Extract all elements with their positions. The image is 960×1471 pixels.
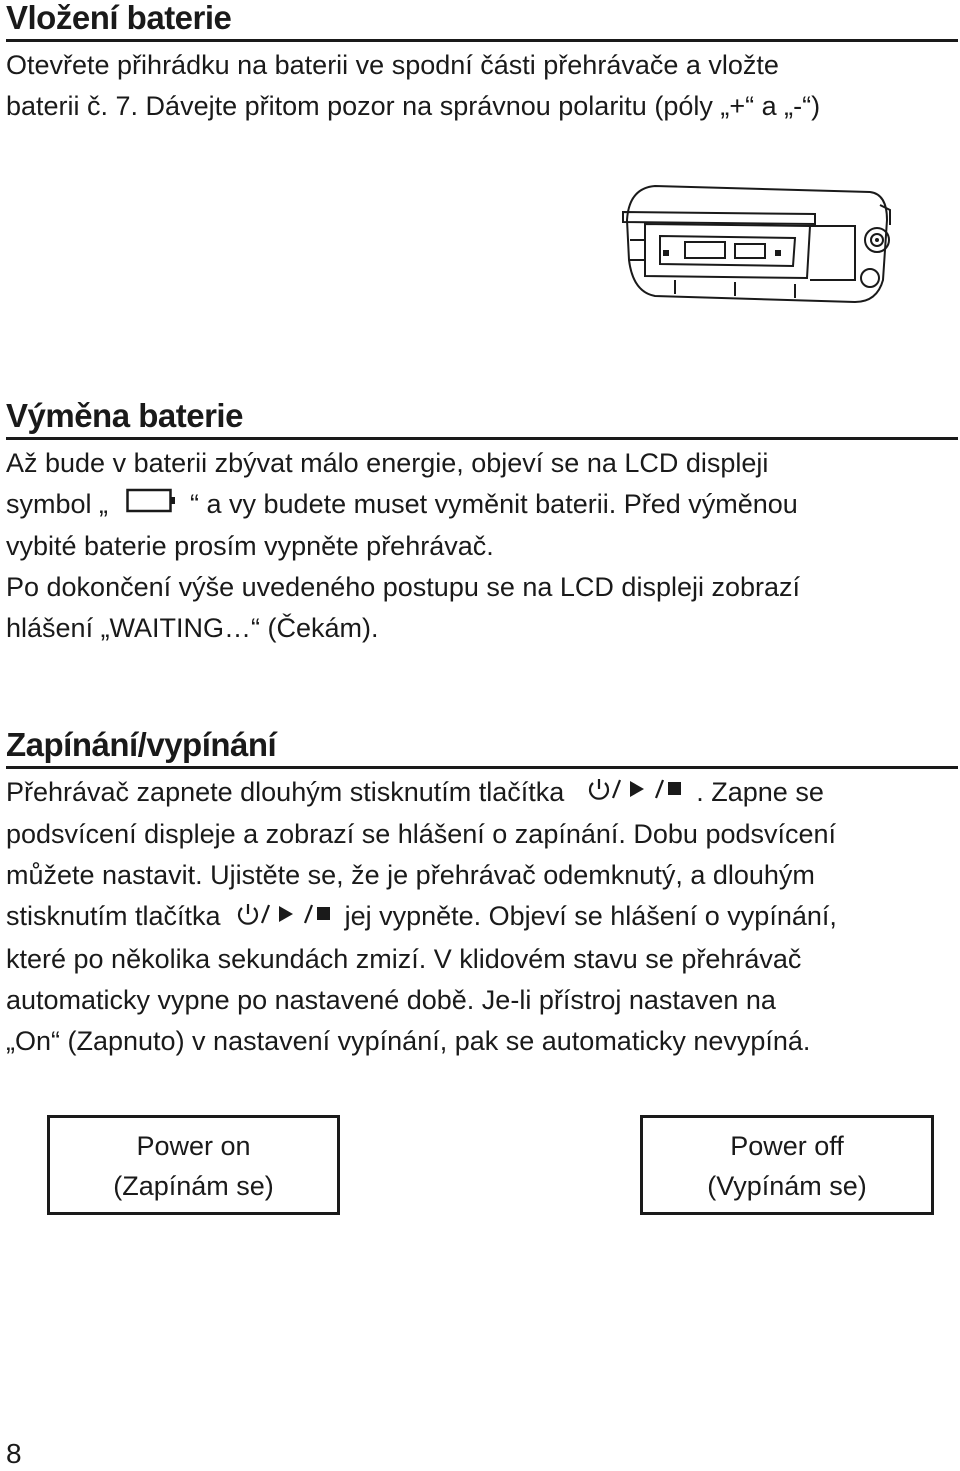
- heading-insert-battery: Vložení baterie: [6, 0, 958, 42]
- battery-icon: [126, 485, 176, 526]
- section-power: [6, 727, 958, 1062]
- section-replace-battery: [6, 398, 958, 649]
- power-on-sublabel: (Zapínám se): [113, 1171, 274, 1201]
- replace-battery-text: [6, 443, 958, 649]
- power-line-3: můžete nastavit. Ujistěte se, že je přehrávač odemknutý, a dlouhým: [6, 860, 815, 891]
- power-line-1-pre: Přehrávač zapnete dlouhým stisknutím tlačítka: [6, 777, 565, 807]
- power-line-5: které po několika sekundách zmizí. V klidovém stavu se přehrávač: [6, 943, 802, 974]
- power-line-6: automaticky vypne po nastavené době. Je-li přístroj nastaven na: [6, 984, 776, 1015]
- power-line-4-pre: stisknutím tlačítka: [6, 901, 221, 932]
- section-insert-battery: [6, 0, 958, 127]
- power-line-1: [6, 772, 958, 814]
- replace-line-2: [6, 484, 958, 526]
- power-off-sublabel: (Vypínám se): [707, 1171, 867, 1201]
- replace-line-5: hlášení „WAITING…“ (Čekám).: [6, 613, 379, 644]
- replace-line-2-post: “ a vy budete muset vyměnit baterii. Před výměnou: [190, 489, 798, 519]
- power-line-7: „On“ (Zapnuto) v nastavení vypínání, pak se automaticky nevypíná.: [6, 1025, 811, 1056]
- replace-line-2-pre: symbol „: [6, 489, 109, 519]
- insert-battery-text: [6, 45, 958, 127]
- replace-line-3: vybité baterie prosím vypněte přehrávač.: [6, 531, 494, 562]
- power-off-label: Power off: [730, 1131, 844, 1161]
- power-text: [6, 772, 958, 1062]
- replace-line-4: Po dokončení výše uvedeného postupu se na LCD displeji zobrazí: [6, 572, 801, 603]
- power-on-label: Power on: [136, 1131, 251, 1161]
- power-line-2: podsvícení displeje a zobrazí se hlášení o zapínání. Dobu podsvícení: [6, 819, 837, 850]
- power-play-stop-icon: [586, 773, 682, 814]
- power-on-box: [47, 1115, 340, 1215]
- heading-replace-battery: Výměna baterie: [6, 398, 958, 440]
- insert-line-2: baterii č. 7. Dávejte přitom pozor na správnou polaritu (póly „+“ a „-“): [6, 91, 821, 121]
- heading-power: Zapínání/vypínání: [6, 727, 958, 769]
- replace-line-1: Až bude v baterii zbývat málo energie, objeví se na LCD displeji: [6, 448, 769, 478]
- power-play-stop-icon: [235, 898, 331, 939]
- power-line-1-post: . Zapne se: [696, 777, 824, 807]
- power-line-4-post: jej vypněte. Objeví se hlášení o vypínání,: [344, 901, 837, 932]
- page-number: 8: [6, 1438, 22, 1469]
- power-line-4: [6, 896, 958, 938]
- player-illustration: [615, 180, 900, 310]
- insert-line-1: Otevřete přihrádku na baterii ve spodní části přehrávače a vložte: [6, 50, 779, 80]
- power-off-box: [640, 1115, 934, 1215]
